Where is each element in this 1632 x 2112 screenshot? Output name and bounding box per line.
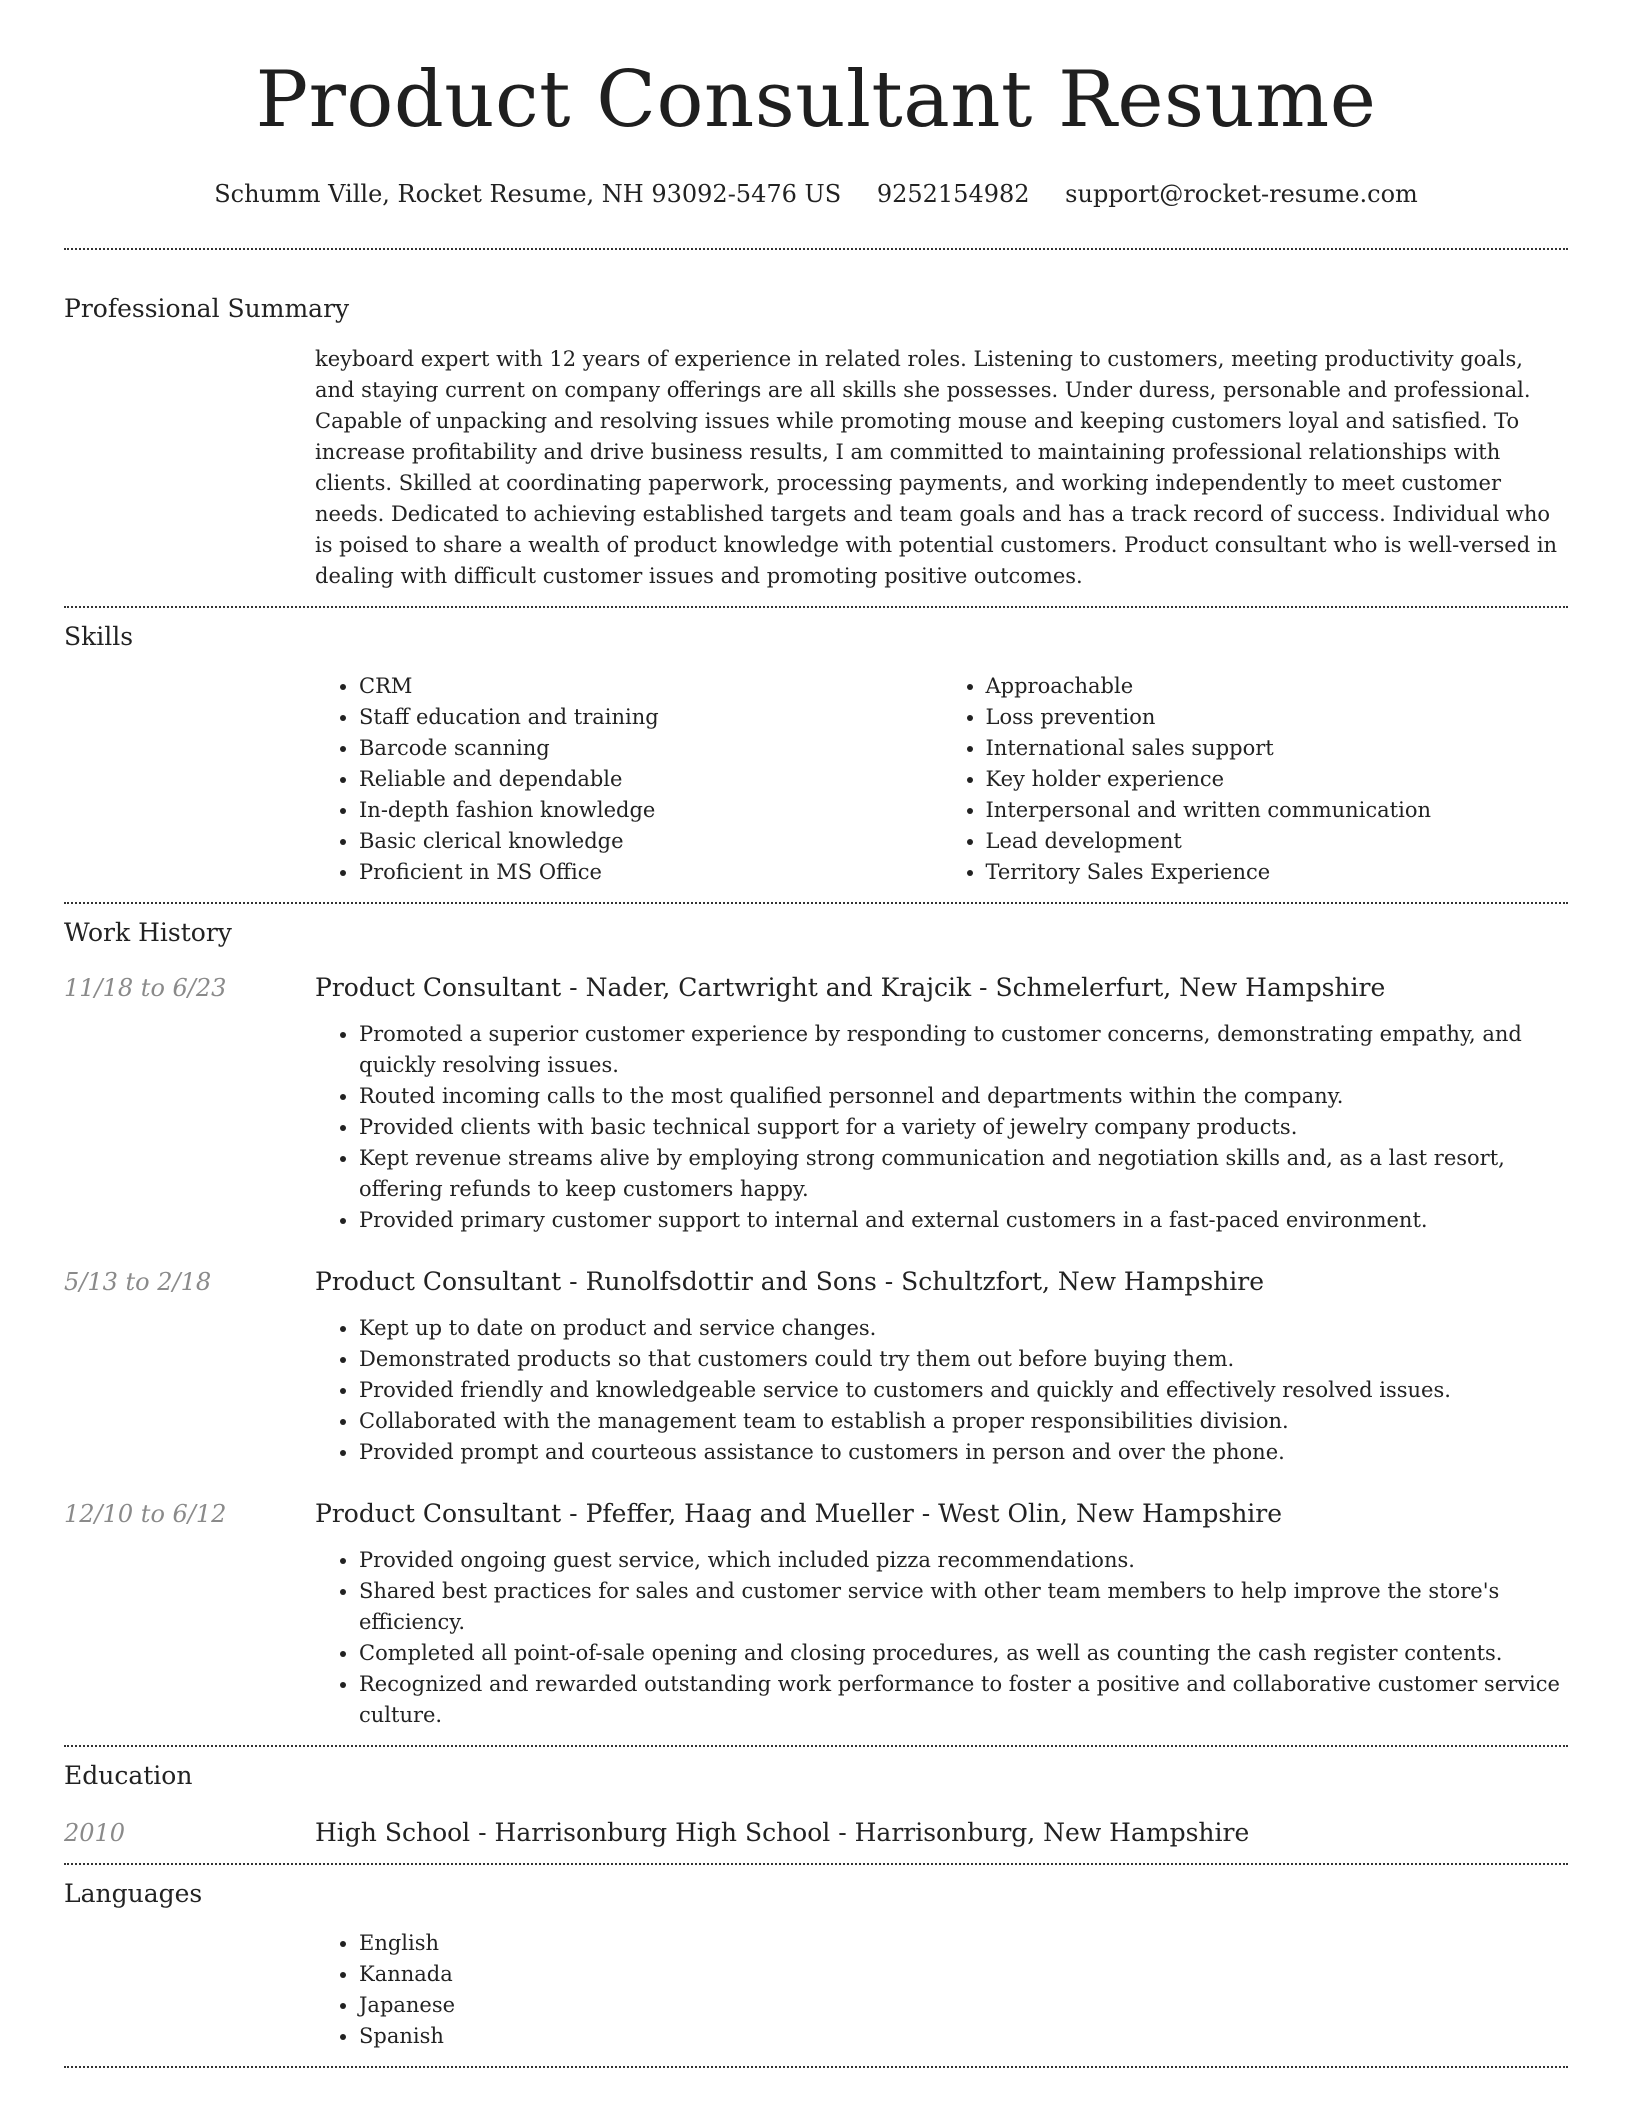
summary-section bbox=[64, 250, 1568, 606]
skills-list-right bbox=[942, 671, 1569, 888]
duty-item: • Routed incoming calls to the most qualified personnel and departments within the company. bbox=[359, 1081, 1568, 1112]
duty-item: • Provided friendly and knowledgeable service to customers and quickly and effectively resolved issues. bbox=[359, 1375, 1568, 1406]
languages-heading: Languages bbox=[64, 1879, 203, 1908]
resume-title: Product Consultant Resume bbox=[255, 55, 1377, 145]
contact-phone: 9252154982 bbox=[876, 180, 1030, 208]
skills-section bbox=[64, 608, 1568, 902]
job-header bbox=[64, 1266, 1568, 1298]
languages-list bbox=[315, 1928, 1568, 2052]
skill-item: • Basic clerical knowledge bbox=[359, 826, 942, 857]
contact-email: support@rocket-resume.com bbox=[1065, 180, 1418, 208]
skill-item: • Interpersonal and written communication bbox=[986, 795, 1569, 826]
duty-item: • Provided clients with basic technical support for a variety of jewelry company products. bbox=[359, 1112, 1568, 1143]
language-item: • Spanish bbox=[359, 2021, 1568, 2052]
skills-grid bbox=[315, 671, 1568, 888]
skill-item: • Key holder experience bbox=[986, 764, 1569, 795]
job-title: Product Consultant - Runolfsdottir and Sons - Schultzfort, New Hampshire bbox=[315, 1267, 1265, 1296]
skill-item: • Territory Sales Experience bbox=[986, 857, 1569, 888]
skill-item: • Approachable bbox=[986, 671, 1569, 702]
languages-section bbox=[64, 1865, 1568, 2066]
education-year: 2010 bbox=[64, 1819, 126, 1847]
summary-body bbox=[315, 344, 1568, 592]
job-entry bbox=[64, 972, 1568, 1236]
duty-item: • Provided ongoing guest service, which included pizza recommendations. bbox=[359, 1545, 1568, 1576]
duty-item: • Provided prompt and courteous assistance to customers in person and over the phone. bbox=[359, 1437, 1568, 1468]
summary-heading: Professional Summary bbox=[64, 294, 350, 323]
duty-item: • Kept up to date on product and service changes. bbox=[359, 1313, 1568, 1344]
work-heading: Work History bbox=[64, 918, 232, 947]
skill-item: • Reliable and dependable bbox=[359, 764, 942, 795]
job-entry bbox=[64, 1498, 1568, 1731]
job-entry bbox=[64, 1266, 1568, 1468]
work-section bbox=[64, 904, 1568, 1745]
duty-item: • Kept revenue streams alive by employing strong communication and negotiation skills and, as a last resort, offering refunds to keep customers happy. bbox=[359, 1143, 1568, 1205]
job-header bbox=[64, 1498, 1568, 1530]
job-dates: 5/13 to 2/18 bbox=[64, 1268, 212, 1296]
language-item: • English bbox=[359, 1928, 1568, 1959]
duty-item: • Provided primary customer support to internal and external customers in a fast-paced environment. bbox=[359, 1205, 1568, 1236]
skill-item: • Barcode scanning bbox=[359, 733, 942, 764]
job-dates: 12/10 to 6/12 bbox=[64, 1500, 227, 1528]
duty-item: • Demonstrated products so that customers could try them out before buying them. bbox=[359, 1344, 1568, 1375]
skill-item: • Proficient in MS Office bbox=[359, 857, 942, 888]
language-item: • Kannada bbox=[359, 1959, 1568, 1990]
skill-item: • Staff education and training bbox=[359, 702, 942, 733]
education-section bbox=[64, 1747, 1568, 1863]
divider bbox=[64, 2066, 1568, 2068]
skill-item: • Lead development bbox=[986, 826, 1569, 857]
job-title: Product Consultant - Nader, Cartwright and Krajcik - Schmelerfurt, New Hampshire bbox=[315, 973, 1386, 1002]
duty-item: • Promoted a superior customer experience by responding to customer concerns, demonstrating empathy, and quickly resolving issues. bbox=[359, 1019, 1568, 1081]
job-duties bbox=[315, 1313, 1568, 1468]
job-duties bbox=[315, 1545, 1568, 1731]
skills-list-left bbox=[315, 671, 942, 888]
education-title: High School - Harrisonburg High School - Harrisonburg, New Hampshire bbox=[315, 1818, 1250, 1847]
skill-item: • Loss prevention bbox=[986, 702, 1569, 733]
job-duties bbox=[315, 1019, 1568, 1236]
language-item: • Japanese bbox=[359, 1990, 1568, 2021]
education-heading: Education bbox=[64, 1761, 193, 1790]
contact-address: Schumm Ville, Rocket Resume, NH 93092-5476 US bbox=[214, 180, 842, 208]
education-entry bbox=[64, 1817, 1568, 1849]
skill-item: • International sales support bbox=[986, 733, 1569, 764]
contact-line bbox=[64, 178, 1568, 210]
job-header bbox=[64, 972, 1568, 1004]
job-dates: 11/18 to 6/23 bbox=[64, 974, 227, 1002]
duty-item: • Recognized and rewarded outstanding work performance to foster a positive and collaborative customer service culture. bbox=[359, 1669, 1568, 1731]
duty-item: • Completed all point-of-sale opening and closing procedures, as well as counting the cash register contents. bbox=[359, 1638, 1568, 1669]
skills-heading: Skills bbox=[64, 622, 134, 651]
duty-item: • Shared best practices for sales and customer service with other team members to help improve the store's efficiency. bbox=[359, 1576, 1568, 1638]
languages-body bbox=[315, 1928, 1568, 2052]
summary-text: keyboard expert with 12 years of experience in related roles. Listening to customers, meeting productivity goals, and staying current on company offerings are all skills she possesses. Under duress, personable and professional. Capable of unpacking and resolving issues while promoting mouse and keeping customers loyal and satisfied. To increase profitability and drive business results, I am committed to maintaining professional relationships with clients. Skilled at coordinating paperwork, processing payments, and working independently to meet customer needs. Dedicated to achieving established targets and team goals and has a track record of success. Individual who is poised to share a wealth of product knowledge with potential customers. Product consultant who is well-versed in dealing with difficult customer issues and promoting positive outcomes. bbox=[315, 347, 1558, 588]
skill-item: • In-depth fashion knowledge bbox=[359, 795, 942, 826]
skill-item: • CRM bbox=[359, 671, 942, 702]
duty-item: • Collaborated with the management team to establish a proper responsibilities division. bbox=[359, 1406, 1568, 1437]
job-title: Product Consultant - Pfeffer, Haag and Mueller - West Olin, New Hampshire bbox=[315, 1499, 1283, 1528]
